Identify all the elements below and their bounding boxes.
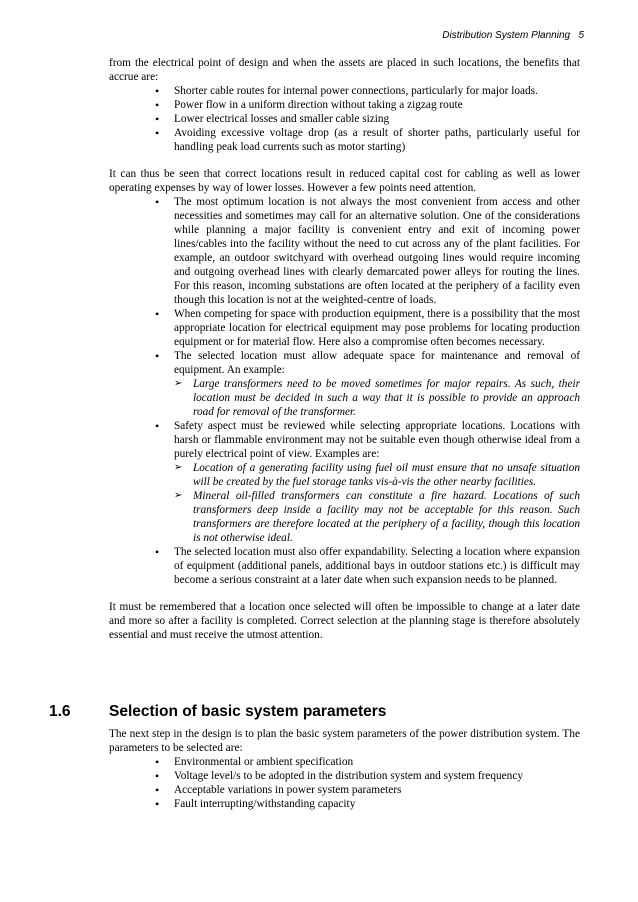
list-item-text: The selected location must allow adequate space for maintenance and removal of equipment. An example: (174, 350, 580, 376)
section-number: 1.6 (49, 703, 71, 720)
list-item (174, 419, 580, 545)
section-intro: The next step in the design is to plan the basic system parameters of the power distribution system. The parameters to be selected are: (109, 728, 580, 754)
list-item: • Avoiding excessive voltage drop (as a result of shorter paths, particularly useful for handling peak load currents such as motor starting) (174, 126, 580, 154)
running-header (442, 30, 584, 41)
parameters-list (109, 755, 580, 811)
list-item: • Voltage level/s to be adopted in the distribution system and system frequency (174, 769, 580, 783)
header-title: Distribution System Planning (442, 30, 571, 41)
example-item: ➢ Large transformers need to be moved sometimes for major repairs. As such, their location must be decided in such a way that it is possible to provide an approach road for removal of the transformer. (193, 377, 580, 419)
list-item-text: The selected location must also offer expandability. Selecting a location where expansion of equipment (additional panels, additional bays in outdoor stations etc.) is difficult may become a serious constraint at a later date when such expansion needs to be planned. (174, 546, 580, 586)
main-text (109, 56, 580, 642)
example-item: ➢ Mineral oil-filled transformers can constitute a fire hazard. Locations of such transformers deep inside a facility may not be acceptable for this reason. Such transformers are therefore located at the periphery of a facility, though this location is not otherwise ideal. (193, 489, 580, 545)
list-item (174, 349, 580, 419)
page-number: 5 (578, 30, 584, 41)
paragraph: It must be remembered that a location once selected will often be impossible to change at a later date and more so after a facility is completed. Correct selection at the planning stage is therefore absolutely essential and must receive the utmost attention. (109, 601, 580, 641)
section-text (109, 727, 580, 811)
list-item: • Shorter cable routes for internal power connections, particularly for major loads. (174, 84, 580, 98)
section-heading (49, 703, 386, 721)
list-item: • Environmental or ambient specification (174, 755, 580, 769)
example-item: ➢ Location of a generating facility using fuel oil must ensure that no unsafe situation will be created by the fuel storage tanks vis-à-vis the other nearby facilities. (193, 461, 580, 489)
example-list (174, 377, 580, 419)
list-item: • Power flow in a uniform direction without taking a zigzag route (174, 98, 580, 112)
list-item (174, 195, 580, 307)
list-item (174, 307, 580, 349)
list-item: • Lower electrical losses and smaller cable sizing (174, 112, 580, 126)
paragraph: It can thus be seen that correct locations result in reduced capital cost for cabling as well as lower operating expenses by way of lower losses. However a few points need attention. (109, 168, 580, 194)
attention-points-list (109, 195, 580, 587)
list-item-text: When competing for space with production equipment, there is a possibility that the most appropriate location for electrical equipment may pose problems for locating production equipment or for material flow. Here also a compromise often becomes necessary. (174, 308, 580, 348)
benefits-list (109, 84, 580, 154)
section-title: Selection of basic system parameters (109, 703, 387, 720)
list-item-text: Safety aspect must be reviewed while selecting appropriate locations. Locations with harsh or flammable environment may not be suitable even though otherwise ideal from a purely electrical point of view. Examples are: (174, 420, 580, 460)
list-item: • Fault interrupting/withstanding capacity (174, 797, 580, 811)
list-item: • Acceptable variations in power system parameters (174, 783, 580, 797)
list-item-text: The most optimum location is not always the most convenient from access and other necessities and sometimes may call for an alternative solution. One of the considerations while planning a major facility is convenient entry and exit of incoming power lines/cables into the facility without the need to cut across any of the plant facilities. For example, an outdoor switchyard with overhead outgoing lines would require incoming and outgoing overhead lines with clearly demarcated power alleys for routing the lines. For this reason, incoming substations are often located at the periphery of a facility even though this location is not at the weighted-centre of loads. (174, 196, 580, 306)
example-list (174, 461, 580, 545)
intro-paragraph: from the electrical point of design and when the assets are placed in such locations, the benefits that accrue are: (109, 57, 580, 83)
list-item (174, 545, 580, 587)
